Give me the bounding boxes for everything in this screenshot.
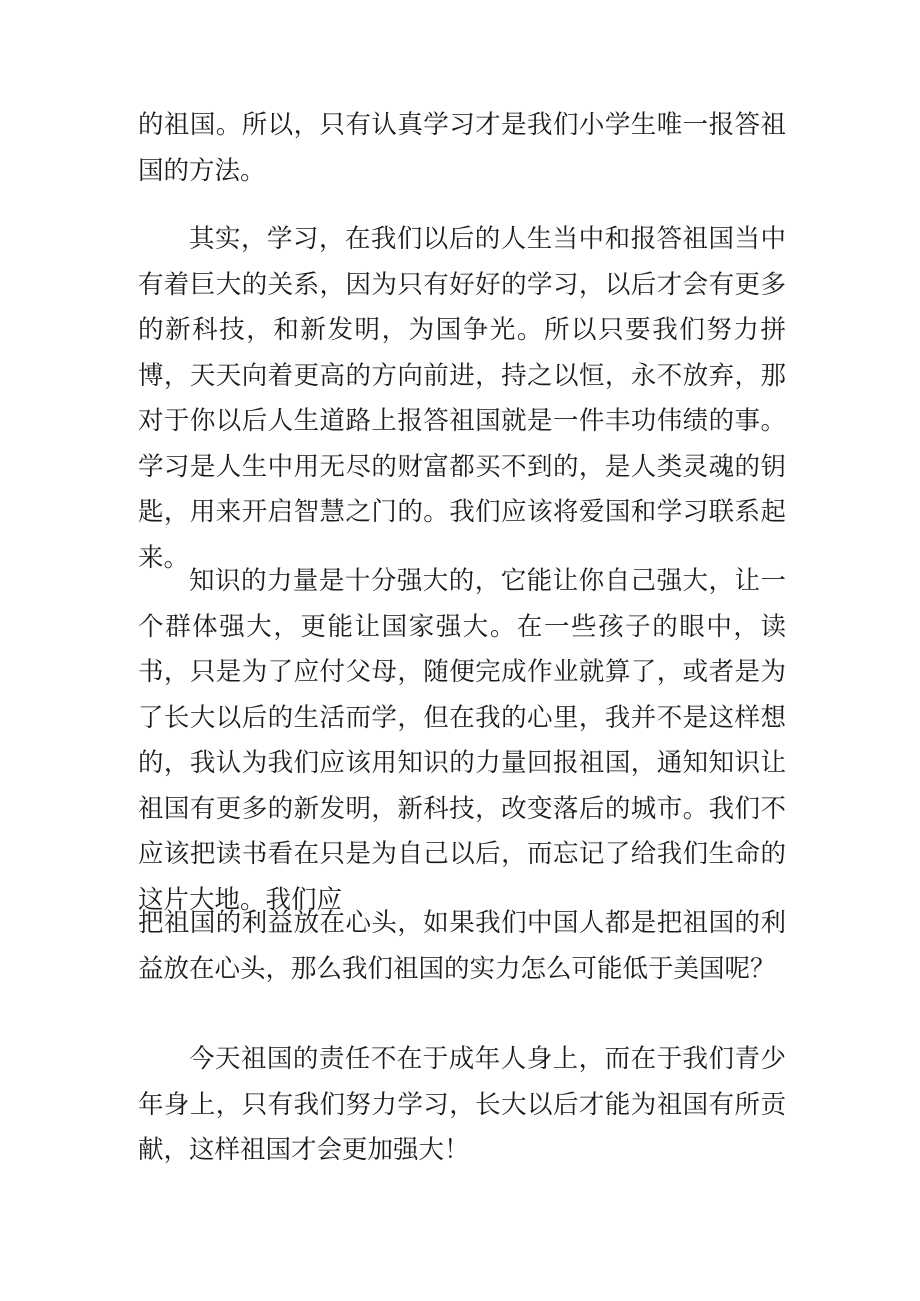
- paragraph-knowledge-power: 知识的力量是十分强大的，它能让你自己强大，让一个群体强大，更能让国家强大。在一些孩子的眼中，读书，只是为了应付父母，随便完成作业就算了，或者是为了长大以后的生活而学，但在我的心里，我并不是这样想的，我认为我们应该用知识的力量回报祖国，通知知识让祖国有更多的新发明，新科技，改变落后的城市。我们不应该把读书看在只是为自己以后，而忘记了给我们生命的这片大地。我们应: [138, 566, 786, 915]
- paragraph-learning: 其实，学习，在我们以后的人生当中和报答祖国当中有着巨大的关系，因为只有好好的学习，以后才会有更多的新科技，和新发明，为国争光。所以只要我们努力拼博，天天向着更高的方向前进，持之以恒，永不放弃，那对于你以后人生道路上报答祖国就是一件丰功伟绩的事。学习是人生中用无尽的财富都买不到的，是人类灵魂的钥匙，用来开启智慧之门的。我们应该将爱国和学习联系起来。: [138, 224, 786, 573]
- paragraph-continuation: 的祖国。所以，只有认真学习才是我们小学生唯一报答祖国的方法。: [138, 110, 786, 186]
- paragraph-youth-responsibility: 今天祖国的责任不在于成年人身上，而在于我们青少年身上，只有我们努力学习，长大以后才能为祖国有所贡献，这样祖国才会更加强大！: [138, 1044, 786, 1165]
- paragraph-national-interest: 把祖国的利益放在心头，如果我们中国人都是把祖国的利益放在心头，那么我们祖国的实力怎么可能低于美国呢？: [138, 908, 786, 984]
